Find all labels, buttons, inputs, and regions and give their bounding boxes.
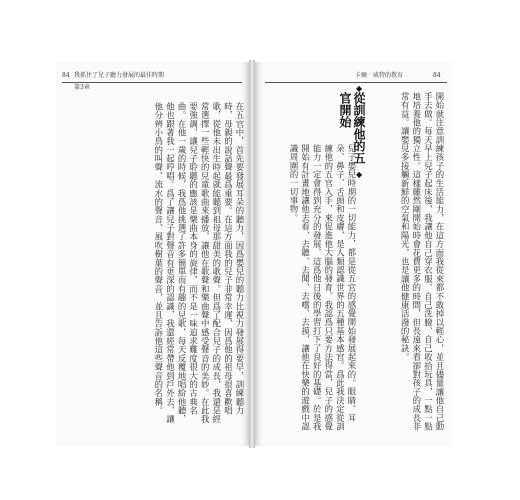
right-page-number: 84 — [433, 72, 441, 79]
section-heading: 從訓練他的五官開始 — [338, 92, 366, 164]
right-running-header: 卡爾‧威特的教育 — [355, 72, 404, 79]
right-page — [255, 62, 452, 446]
left-page — [56, 62, 249, 446]
heading-ornament-top: ◆ — [356, 84, 363, 93]
left-chapter-label: 第3章 — [74, 84, 90, 91]
left-page-body-text: 在五官中，首先要發展耳朵的聽力，因爲嬰兒的聽力比視力發展得要早，訓練聽力時，母親的說話聲最爲重要。在這方面我的兒子非常幸運，因爲他的祖母很喜歡唱歌，從他未出生時起就能聽到祖母那甜美的歌聲。但爲了配合兒子的成長，我還是經常選擇一些輕快的兒童歌曲來播放，讓他在歌聲和樂曲聲中感受聲音的美妙。在此我要強調，讓兒子聆聽的應該是樂曲本身的旋律，而不是一味追求難度很大的古典名曲。在他一歲的時候，我爲他挑選了許多簡單而有趣的兒歌，每天反覆地唱給他聽，他也跟著我一起哼唱。爲了讓兒子對聲音有更深的認識，我還經常帶他到戶外去，讓他分辨小鳥的叫聲、流水的聲音、風吹樹葉的聲音，並且告訴他這些聲音的名稱。 — [153, 102, 245, 424]
left-page-number: 84 — [62, 72, 70, 79]
right-page-body-text: 兒子嬰兒時期的一切能力，都是從五官的感覺開始發展起來的。眼睛、耳朵、鼻子、舌頭和皮膚，是人類認識世界的五種基本感官。爲此我決定從訓練他的五官入手，來促進他大腦的發育。我認爲只要方法得當，兒子的感覺能力一定會得到充分的發展，這爲他日後的學習打下了良好的基礎。於是我開始有計畫地讓他去看、去聽、去聞、去嚐、去摸，讓他在快樂的遊戲中認識周圍的一切事物。 — [289, 144, 357, 431]
right-page-intro-text: 開始就注意訓練孩子的生活能力，在這方面我從來都不敢掉以輕心，並且儘量讓他自己動手去做。每天早上兒子起床後，我讓他自己穿衣服、自己洗臉、自己收拾玩具，一點一點地培養他的獨立性。這樣雖然剛開始時會花費更多的時間，但長遠來看卻對孩子的成長非常有益。讓嬰兒多接觸新鮮的空氣和陽光，也是讓他健康活潑的秘訣。 — [400, 92, 445, 431]
right-header-rule — [265, 82, 447, 83]
left-header-rule — [62, 82, 242, 83]
heading-ornament-bottom: ◆ — [356, 170, 363, 179]
left-running-header: 我抓住了兒子聽力發展的最佳時期 — [74, 72, 165, 79]
